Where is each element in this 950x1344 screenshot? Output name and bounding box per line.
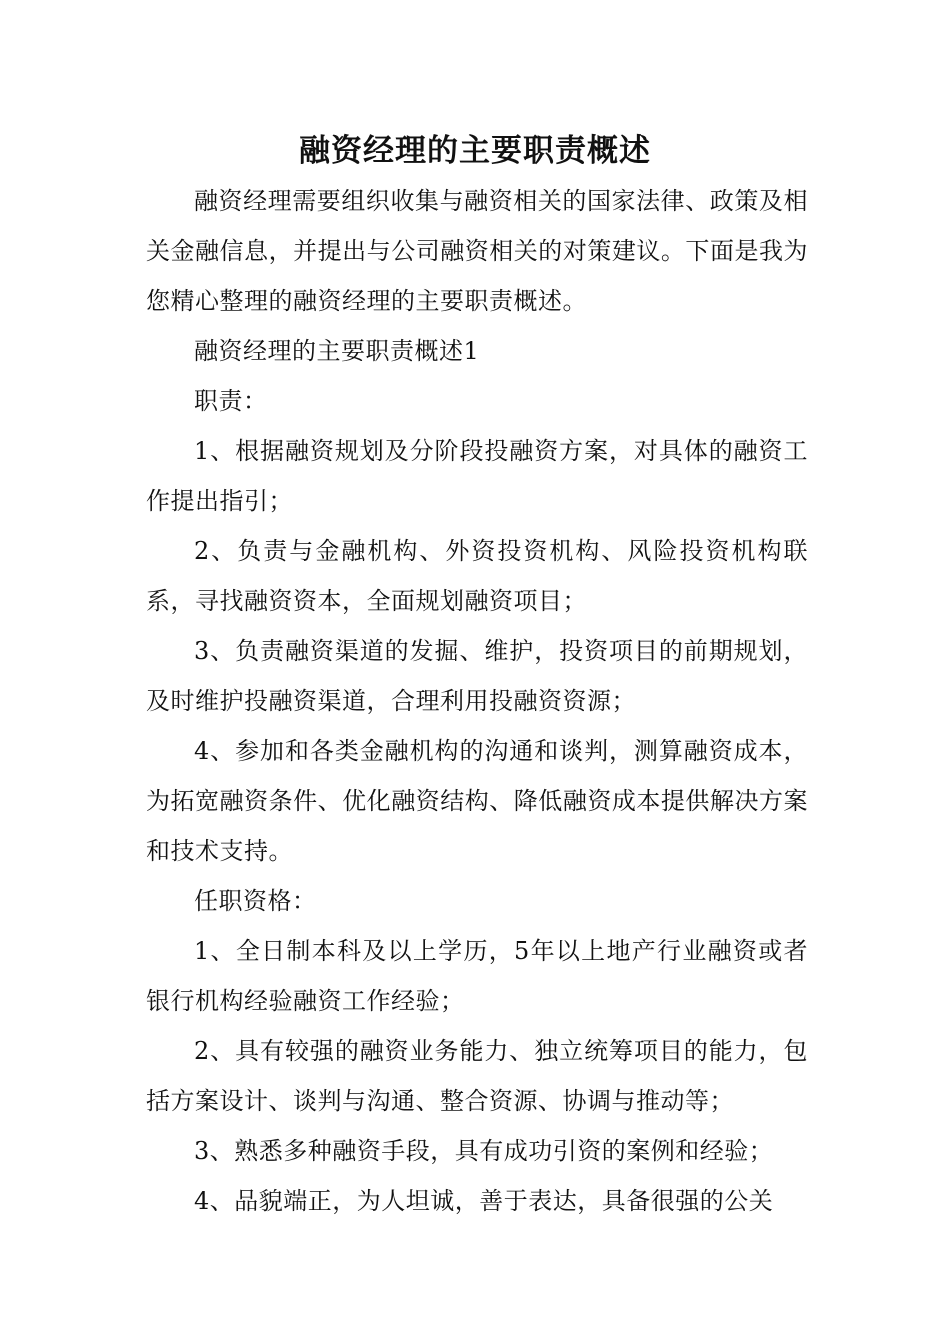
qualification-item-2: 2、具有较强的融资业务能力、独立统筹项目的能力，包括方案设计、谈判与沟通、整合资源、协调与推动等； (146, 1037, 808, 1115)
intro-paragraph: 融资经理需要组织收集与融资相关的国家法律、政策及相关金融信息，并提出与公司融资相关的对策建议。下面是我为您精心整理的融资经理的主要职责概述。 (146, 187, 808, 315)
qualification-item-3: 3、熟悉多种融资手段，具有成功引资的案例和经验； (194, 1137, 774, 1165)
qualification-item-1: 1、全日制本科及以上学历，5年以上地产行业融资或者银行机构经验融资工作经验； (146, 937, 808, 1015)
duty-item-1: 1、根据融资规划及分阶段投融资方案，对具体的融资工作提出指引； (146, 437, 808, 515)
qualifications-heading: 任职资格： (194, 887, 317, 915)
section-heading: 融资经理的主要职责概述1 (194, 337, 480, 365)
duty-item-3: 3、负责融资渠道的发掘、维护，投资项目的前期规划，及时维护投融资渠道，合理利用投融资资源； (146, 637, 808, 715)
document-body (146, 176, 808, 1226)
qualification-item-4: 4、品貌端正，为人坦诚，善于表达，具备很强的公关 (194, 1187, 774, 1215)
duty-item-2: 2、负责与金融机构、外资投资机构、风险投资机构联系，寻找融资资本，全面规划融资项目； (146, 537, 808, 615)
duty-item-4: 4、参加和各类金融机构的沟通和谈判，测算融资成本，为拓宽融资条件、优化融资结构、降低融资成本提供解决方案和技术支持。 (146, 737, 808, 865)
duties-heading: 职责： (194, 387, 268, 415)
document-title: 融资经理的主要职责概述 (299, 133, 651, 169)
